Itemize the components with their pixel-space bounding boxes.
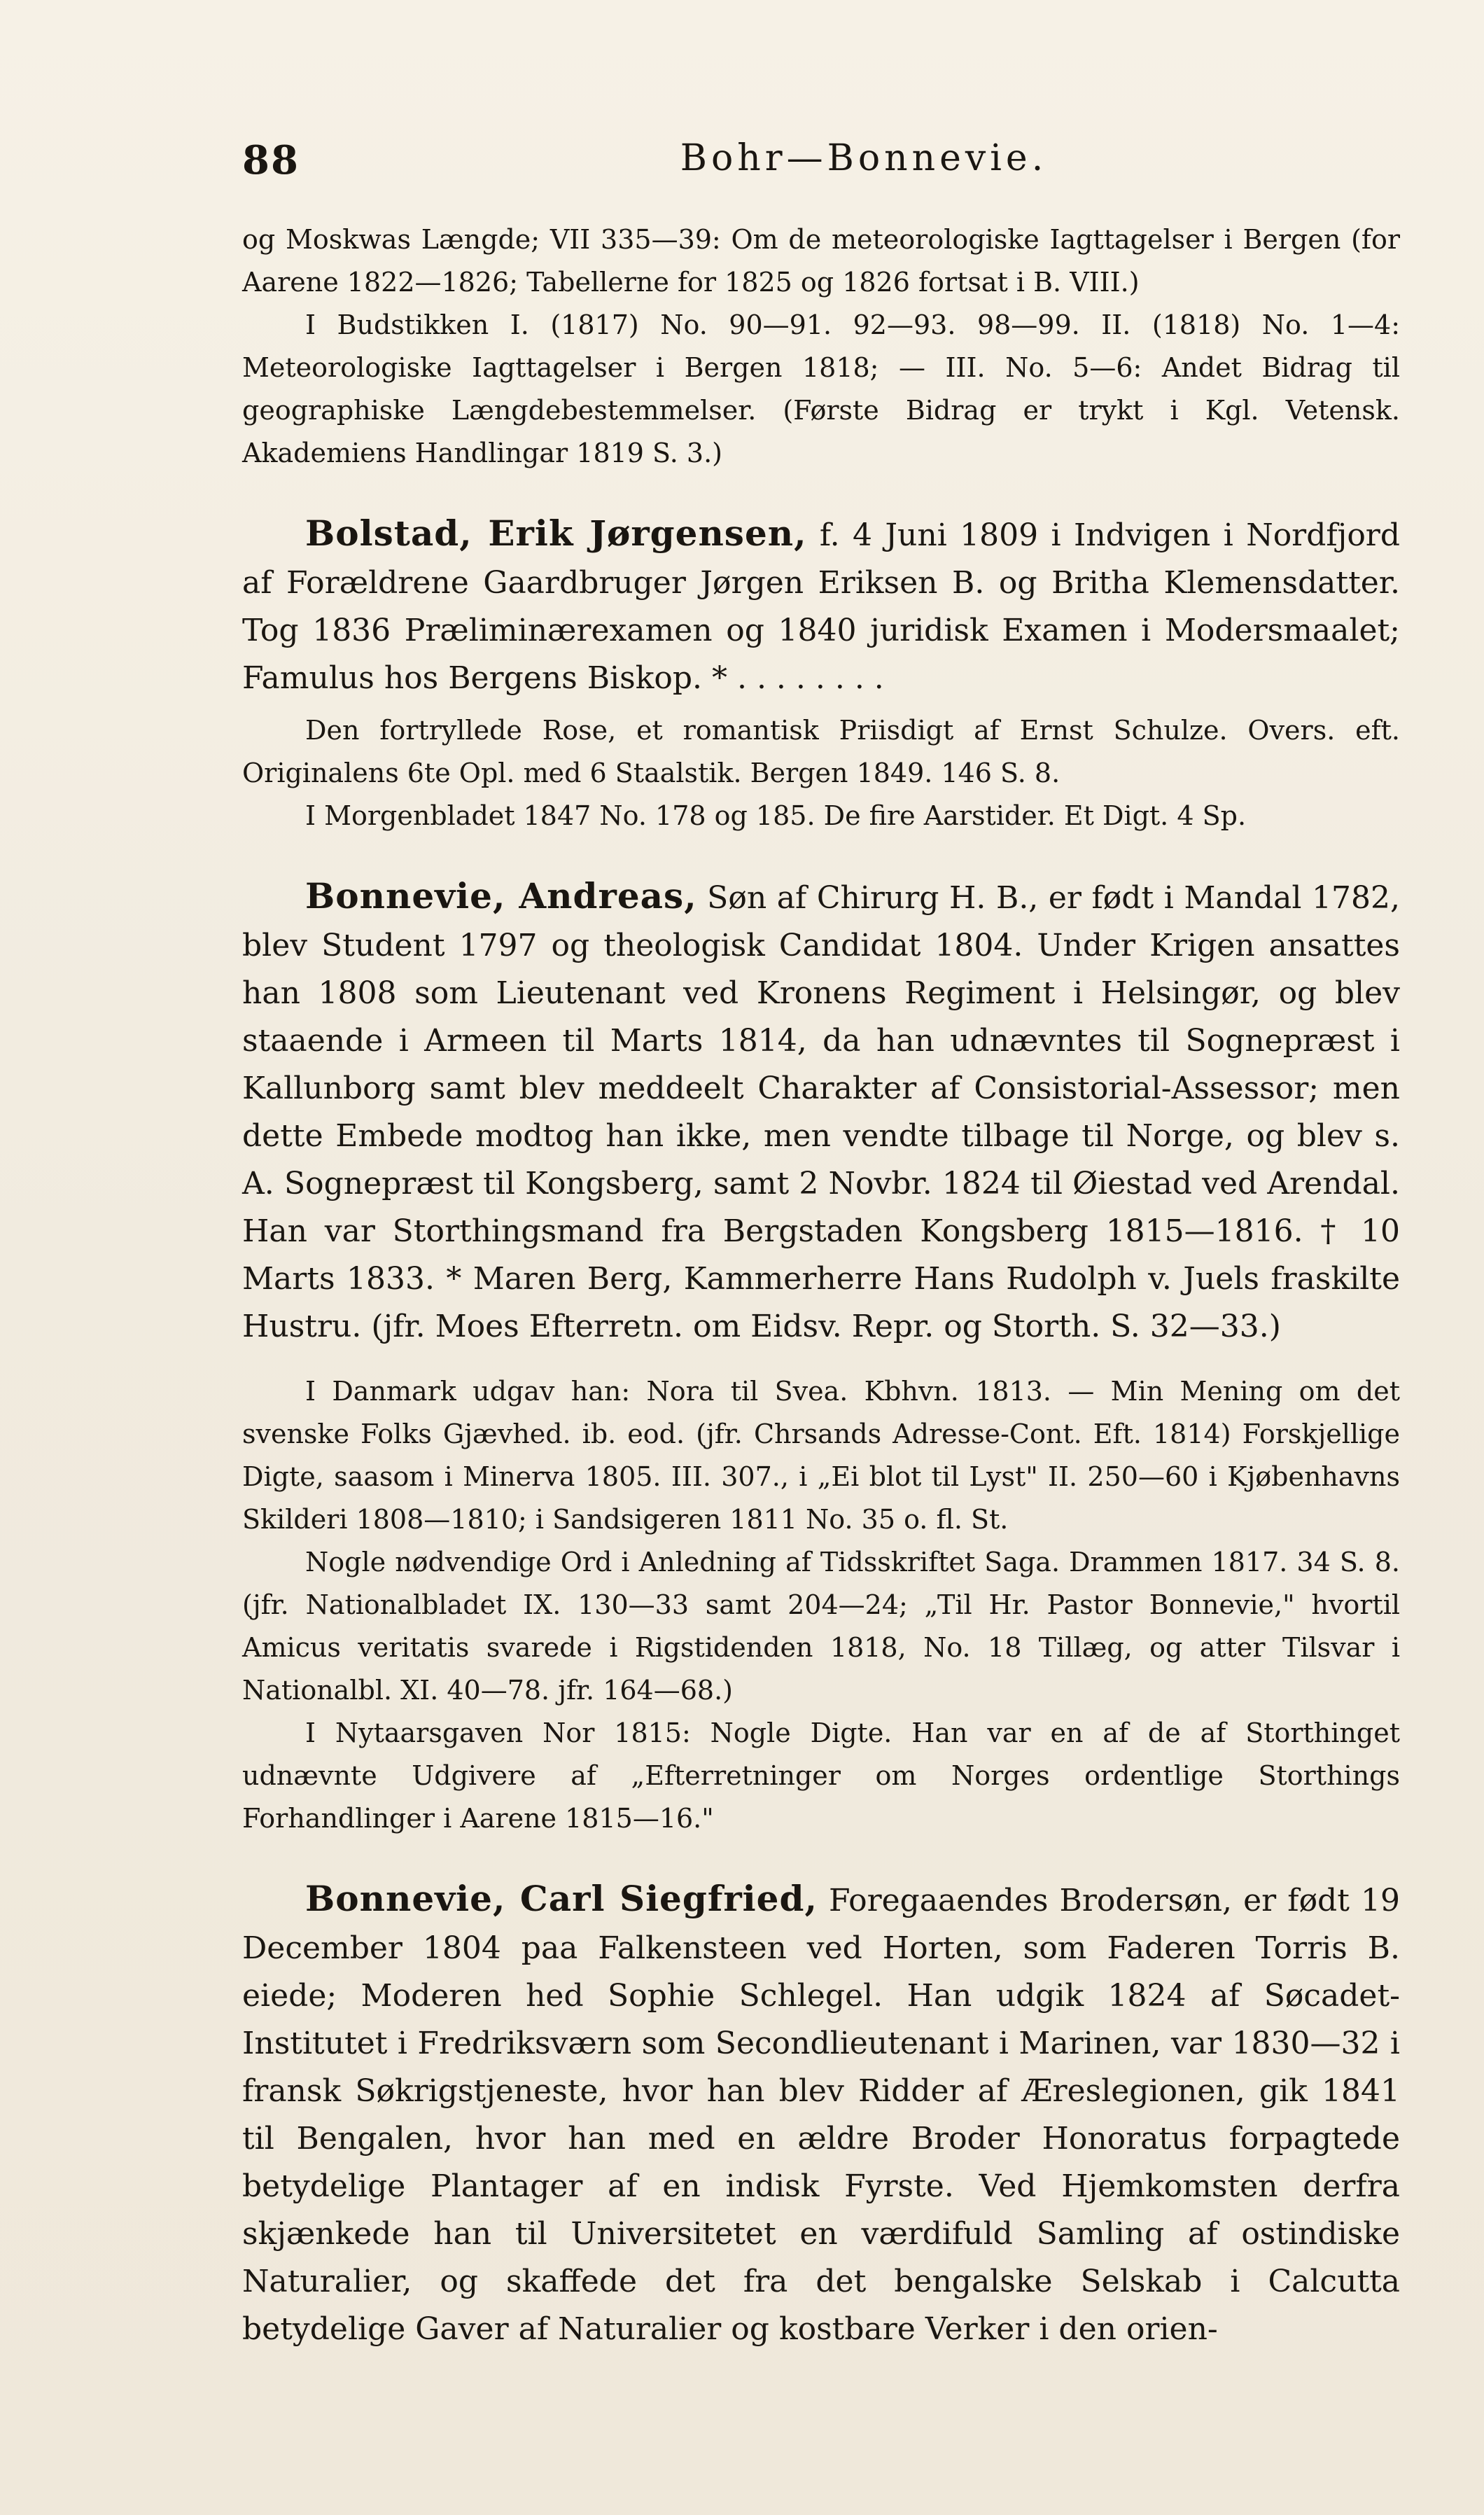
entry-name: Bonnevie, Carl Siegfried,: [305, 1878, 818, 1919]
entry-biography: Foregaaendes Brodersøn, er født 19 December 1804 paa Falkensteen ved Horten, som Faderen Torris B. eiede; Moderen hed Sophie Schlegel. Han udgik 1824 af Søcadet-Institutet i Fredriksværn som Secondlieutenant i Marinen, var 1830—32 i fransk Søkrigstjeneste, hvor han blev Ridder af Æreslegionen, gik 1841 til Bengalen, hvor han med en ældre Broder Honoratus forpagtede betydelige Plantager af en indisk Fyrste. Ved Hjemkomsten derfra skjænkede han til Universitetet en værdifuld Samling af ostindiske Naturalier, og skaffede det fra det bengalske Selskab i Calcutta betydelige Gaver af Naturalier og kostbare Verker i den orien-: [242, 1883, 1400, 2347]
entry-name: Bonnevie, Andreas,: [305, 875, 697, 917]
entry-biography: Søn af Chirurg H. B., er født i Mandal 1782, blev Student 1797 og theologisk Candidat 1804. Under Krigen ansattes han 1808 som Lieutenant ved Kronens Regiment i Helsingør, og blev staaende i Armeen til Marts 1814, da han udnævntes til Sognepræst i Kallunborg samt blev meddeelt Charakter af Consistorial-Assessor; men dette Embede modtog han ikke, men vendte tilbage til Norge, og blev s. A. Sognepræst til Kongsberg, samt 2 Novbr. 1824 til Øiestad ved Arendal. Han var Storthingsmand fra Bergstaden Kongsberg 1815—1816. † 10 Marts 1833. * Maren Berg, Kammerherre Hans Rudolph v. Juels fraskilte Hustru. (jfr. Moes Efterretn. om Eidsv. Repr. og Storth. S. 32—33.): [242, 880, 1400, 1344]
bolstad-work-2: I Morgenbladet 1847 No. 178 og 185. De fire Aarstider. Et Digt. 4 Sp.: [305, 800, 1247, 831]
andreas-work-2: Nogle nødvendige Ord i Anledning af Tidsskriftet Saga. Drammen 1817. 34 S. 8. (jfr. Nationalbladet IX. 130—33 samt 204—24; „Til Hr. Pastor Bonnevie," hvortil Amicus veritatis svarede i Rigstidenden 1818, No. 18 Tillæg, og atter Tilsvar i Nationalbl. XI. 40—78. jfr. 164—68.): [242, 1547, 1400, 1706]
bohr-continuation-paragraph: og Moskwas Længde; VII 335—39: Om de meteorologiske Iagttagelser i Bergen (for Aarene 1822—1826; Tabellerne for 1825 og 1826 fortsat i B. VIII.): [242, 224, 1400, 298]
bohr-works-paragraph: I Budstikken I. (1817) No. 90—91. 92—93. 98—99. II. (1818) No. 1—4: Meteorologiske Iagttagelser i Bergen 1818; — III. No. 5—6: Andet Bidrag til geographiske Længdebestemmelser. (Første Bidrag er trykt i Kgl. Vetensk. Akademiens Handlingar 1819 S. 3.): [242, 309, 1400, 468]
andreas-work-1: I Danmark udgav han: Nora til Svea. Kbhvn. 1813. — Min Mening om det svenske Folks Gjævhed. ib. eod. (jfr. Chrsands Adresse-Cont. Eft. 1814) Forskjellige Digte, saasom i Minerva 1805. III. 307., i „Ei blot til Lyst" II. 250—60 i Kjøbenhavns Skilderi 1808—1810; i Sandsigeren 1811 No. 35 o. fl. St.: [242, 1376, 1400, 1535]
entry-biography: f. 4 Juni 1809 i Indvigen i Nordfjord af Forældrene Gaardbruger Jørgen Eriksen B. og Britha Klemensdatter. Tog 1836 Præliminærexamen og 1840 juridisk Examen i Modersmaalet; Famulus hos Bergens Biskop. * . . . . . . . .: [242, 517, 1401, 696]
page-content: [242, 218, 1400, 2353]
entry-bonnevie-andreas: [242, 872, 1400, 1351]
entry-name: Bolstad, Erik Jørgensen,: [305, 513, 807, 554]
page-number: 88: [242, 137, 300, 183]
page-header: [242, 137, 1401, 193]
bolstad-work-1: Den fortryllede Rose, et romantisk Priisdigt af Ernst Schulze. Overs. eft. Originalens 6te Opl. med 6 Staalstik. Bergen 1849. 146 S. 8.: [242, 715, 1400, 788]
andreas-work-3: I Nytaarsgaven Nor 1815: Nogle Digte. Han var en af de af Storthinget udnævnte Udgivere af „Efterretninger om Norges ordentlige Storthings Forhandlinger i Aarene 1815—16.": [242, 1718, 1400, 1834]
entry-bolstad: [242, 510, 1400, 702]
running-title: Bohr—Bonnevie.: [680, 137, 1048, 179]
entry-bonnevie-carl: [242, 1875, 1400, 2353]
